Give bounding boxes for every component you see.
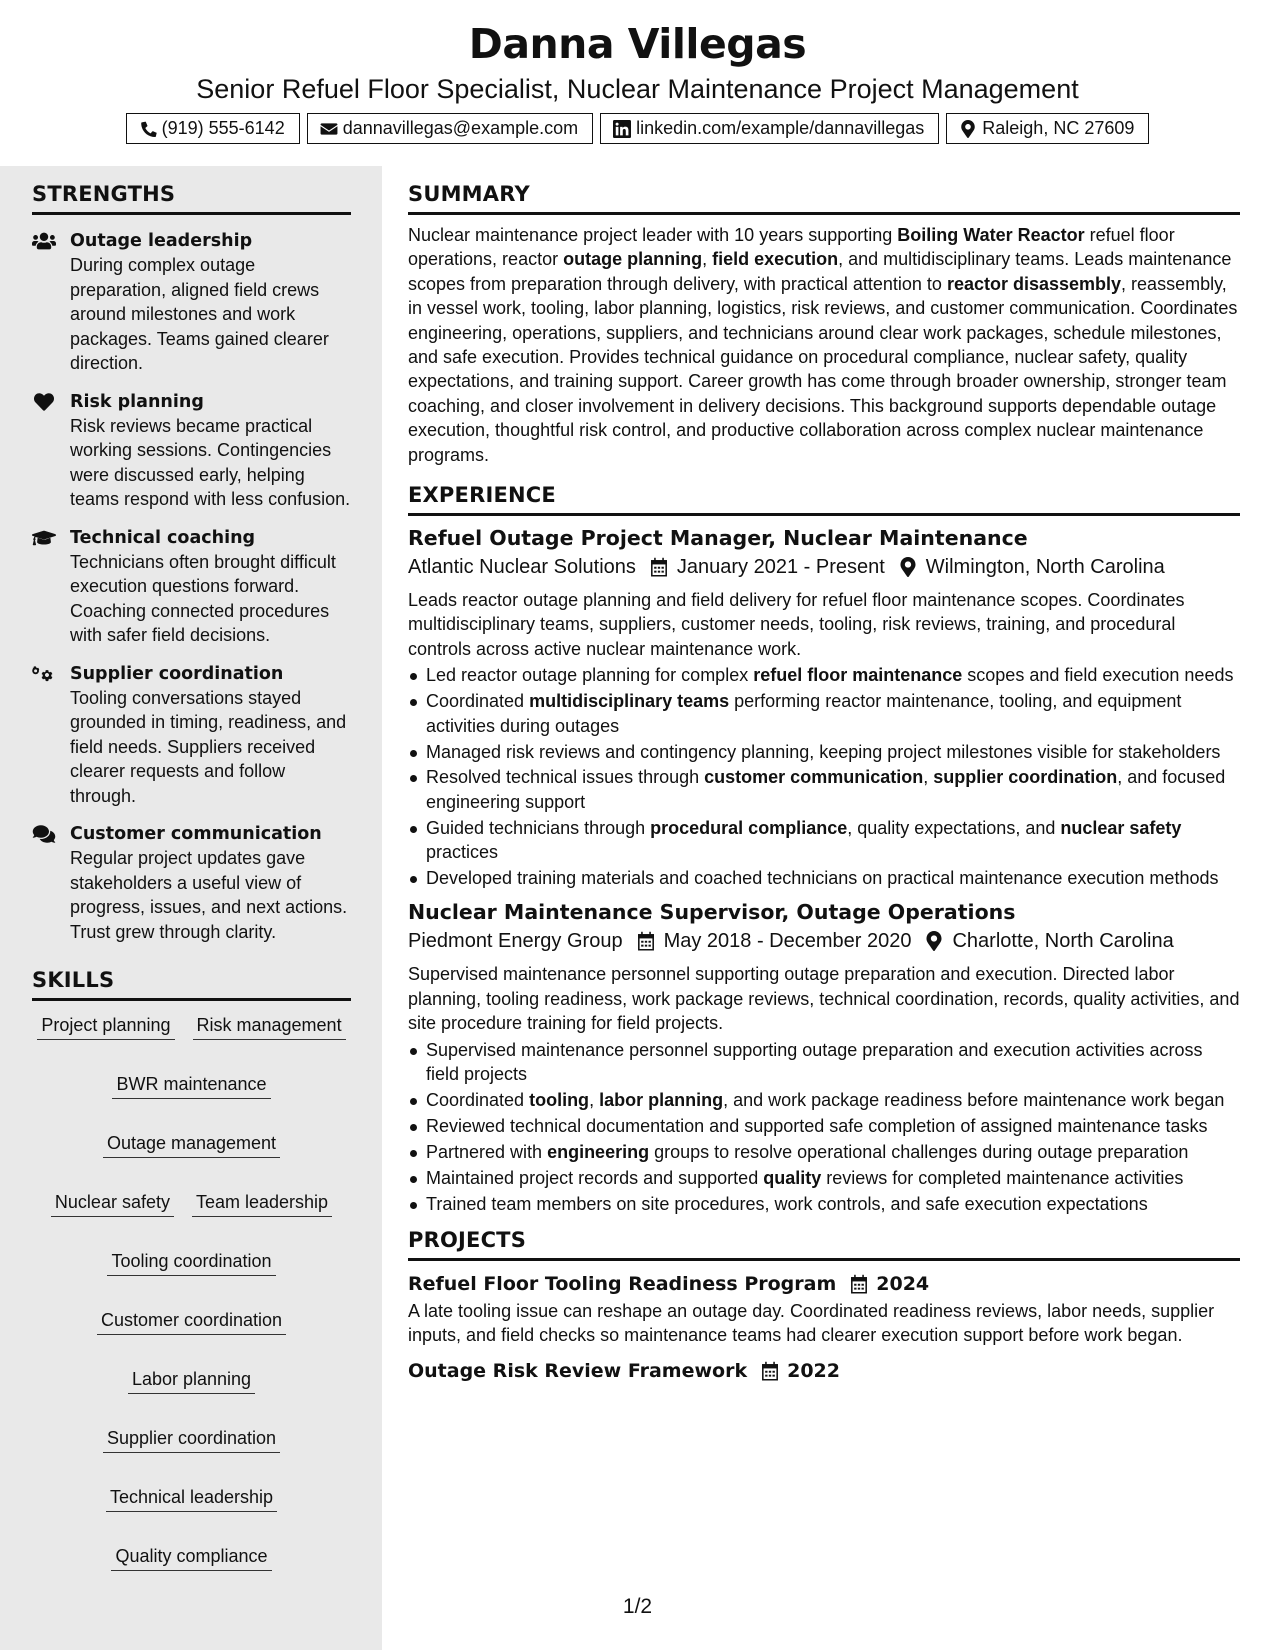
- contact-email-text: dannavillegas@example.com: [342, 118, 579, 138]
- strength-title: Technical coaching: [70, 527, 256, 548]
- calendar-icon: [850, 1274, 868, 1294]
- job-bullet: Coordinated multidisciplinary teams performing reactor maintenance, tooling, and equipment activities during outages: [408, 689, 1240, 738]
- job-bullet: Managed risk reviews and contingency planning, keeping project milestones visible for stakeholders: [408, 740, 1240, 764]
- strength-title: Supplier coordination: [70, 663, 284, 684]
- job-company: Atlantic Nuclear Solutions: [408, 556, 636, 579]
- job-dates: January 2021 - Present: [676, 556, 885, 579]
- strength-desc: Tooling conversations stayed grounded in timing, readiness, and field needs. Suppliers received clearer requests and follow through.: [70, 687, 347, 806]
- job-meta: [408, 926, 1240, 956]
- contact-location-text: Raleigh, NC 27609: [982, 118, 1135, 138]
- job-bullet: Guided technicians through procedural compliance, quality expectations, and nuclear safety practices: [408, 816, 1240, 865]
- project-year: 2022: [787, 1359, 840, 1382]
- calendar-icon: [761, 1361, 779, 1381]
- summary-heading: SUMMARY: [408, 182, 1240, 215]
- job-bullet: Trained team members on site procedures, work controls, and safe execution expectations: [408, 1192, 1240, 1216]
- skill-tag: Supplier coordination: [103, 1426, 280, 1453]
- skill-tag: Risk management: [193, 1013, 346, 1040]
- contact-linkedin[interactable]: [600, 113, 939, 144]
- strength-item: [32, 229, 351, 376]
- job-bullet: Developed training materials and coached technicians on practical maintenance execution methods: [408, 866, 1240, 890]
- comments-icon: [32, 824, 56, 844]
- job-dates: May 2018 - December 2020: [663, 930, 912, 953]
- strength-desc: Technicians often brought difficult execution questions forward. Coaching connected procedures with safer field decisions.: [70, 551, 336, 645]
- job-description: Supervised maintenance personnel supporting outage preparation and execution. Directed labor planning, tooling readiness, work package reviews, technical coordination, records, quality activities, and site procedure training for field projects.: [408, 964, 1240, 1034]
- job-entry: [408, 898, 1240, 1216]
- job-bullet: Partnered with engineering groups to resolve operational challenges during outage preparation: [408, 1140, 1240, 1164]
- skills-heading: SKILLS: [32, 968, 351, 1001]
- summary-text: Nuclear maintenance project leader with 10 years supporting Boiling Water Reactor refuel floor operations, reactor outage planning, field execution, and multidisciplinary teams. Leads maintenance scopes from preparation through delivery, with practical attention to reactor disassembly, reassembly, in vessel work, tooling, labor planning, logistics, risk reviews, and customer communication. Coordinates engineering, operations, suppliers, and technicians around clear work packages, schedule milestones, and safe execution. Provides technical guidance on procedural compliance, nuclear safety, quality expectations, and training support. Career growth has come through broader ownership, stronger team coaching, and closer involvement in delivery decisions. This background supports dependable outage execution, thoughtful risk control, and productive collaboration across complex nuclear maintenance programs.: [408, 225, 1238, 465]
- strength-item: [32, 526, 351, 648]
- strength-title: Outage leadership: [70, 231, 253, 251]
- job-bullets: [408, 663, 1240, 890]
- job-title: Nuclear Maintenance Supervisor, Outage Operations: [408, 900, 1016, 925]
- project-description: A late tooling issue can reshape an outage day. Coordinated readiness reviews, labor needs, supplier inputs, and field checks so maintenance teams had clearer execution support before work began.: [408, 1301, 1215, 1346]
- page-number: 1/2: [622, 1595, 653, 1618]
- skill-tag: Customer coordination: [97, 1308, 286, 1335]
- contact-location[interactable]: [946, 113, 1149, 144]
- linkedin-icon: [613, 120, 631, 138]
- contact-phone-text: (919) 555-6142: [161, 118, 285, 138]
- skill-tag: Labor planning: [128, 1367, 255, 1394]
- skill-tag: Team leadership: [192, 1190, 332, 1217]
- strength-desc: During complex outage preparation, aligned field crews around milestones and work packages. Teams gained clearer direction.: [70, 255, 329, 373]
- sidebar: [0, 166, 382, 1650]
- project-title-row: [408, 1271, 1240, 1297]
- contact-email[interactable]: [307, 113, 593, 144]
- skill-tag: Nuclear safety: [51, 1190, 174, 1217]
- contact-bar: [0, 113, 1275, 144]
- envelope-icon: [320, 120, 338, 138]
- candidate-name: Danna Villegas: [468, 20, 807, 68]
- projects-heading: PROJECTS: [408, 1228, 1240, 1261]
- project-title: Outage Risk Review Framework: [408, 1359, 748, 1382]
- strengths-heading: STRENGTHS: [32, 182, 351, 215]
- skill-tag: Quality compliance: [111, 1544, 271, 1571]
- job-bullet: Reviewed technical documentation and supported safe completion of assigned maintenance tasks: [408, 1114, 1240, 1138]
- strength-desc: Regular project updates gave stakeholders a useful view of progress, issues, and next actions. Trust grew through clarity.: [70, 848, 348, 942]
- project-title-row: [408, 1358, 1240, 1384]
- strength-item: [32, 390, 351, 512]
- job-bullet: Supervised maintenance personnel supporting outage preparation and execution activities across field projects: [408, 1038, 1240, 1087]
- job-bullets: [408, 1038, 1240, 1216]
- job-bullet: Maintained project records and supported quality reviews for completed maintenance activities: [408, 1166, 1240, 1190]
- job-location: Charlotte, North Carolina: [952, 930, 1174, 953]
- skill-tag: Outage management: [103, 1131, 280, 1158]
- experience-heading: EXPERIENCE: [408, 483, 1240, 516]
- skill-tag: Technical leadership: [106, 1485, 277, 1512]
- map-pin-icon: [959, 120, 977, 138]
- strength-desc: Risk reviews became practical working sessions. Contingencies were discussed early, helping teams respond with less confusion.: [70, 415, 351, 509]
- calendar-icon: [650, 557, 668, 577]
- job-entry: [408, 524, 1240, 890]
- phone-icon: [139, 120, 157, 138]
- job-title: Refuel Outage Project Manager, Nuclear Maintenance: [408, 526, 1028, 551]
- project-year: 2024: [876, 1273, 930, 1295]
- calendar-icon: [637, 931, 655, 951]
- heart-icon: [32, 392, 56, 412]
- job-meta: [408, 552, 1240, 582]
- candidate-title: Senior Refuel Floor Specialist, Nuclear Maintenance Project Management: [196, 74, 1079, 104]
- strength-item: [32, 662, 351, 809]
- project-title: Refuel Floor Tooling Readiness Program: [408, 1273, 837, 1295]
- skills-list: [32, 1013, 351, 1571]
- contact-linkedin-text: linkedin.com/example/dannavillegas: [636, 118, 925, 138]
- strength-title: Customer communication: [70, 824, 322, 844]
- users-icon: [32, 231, 56, 251]
- job-bullet: Resolved technical issues through customer communication, supplier coordination, and focused engineering support: [408, 765, 1240, 814]
- skill-tag: Project planning: [37, 1013, 174, 1040]
- gears-icon: [32, 664, 56, 684]
- skill-tag: Tooling coordination: [107, 1249, 275, 1276]
- graduation-cap-icon: [32, 528, 56, 548]
- skill-tag: BWR maintenance: [112, 1072, 270, 1099]
- project-entry: [408, 1358, 1240, 1384]
- job-bullet: Led reactor outage planning for complex refuel floor maintenance scopes and field execution needs: [408, 663, 1240, 687]
- job-location: Wilmington, North Carolina: [925, 556, 1165, 579]
- map-pin-icon: [925, 931, 943, 951]
- main-column: [408, 182, 1240, 1384]
- strength-title: Risk planning: [70, 391, 204, 412]
- map-pin-icon: [899, 557, 917, 577]
- strength-item: [32, 822, 351, 944]
- resume-header: [0, 0, 1275, 166]
- job-bullet: Coordinated tooling, labor planning, and work package readiness before maintenance work began: [408, 1088, 1240, 1112]
- job-description: Leads reactor outage planning and field delivery for refuel floor maintenance scopes. Coordinates multidisciplinary teams, suppliers, customer needs, tooling, risk reviews, training, and procedural controls across active nuclear maintenance work.: [408, 590, 1185, 659]
- job-company: Piedmont Energy Group: [408, 930, 623, 953]
- project-entry: [408, 1271, 1240, 1348]
- contact-phone[interactable]: [126, 113, 300, 144]
